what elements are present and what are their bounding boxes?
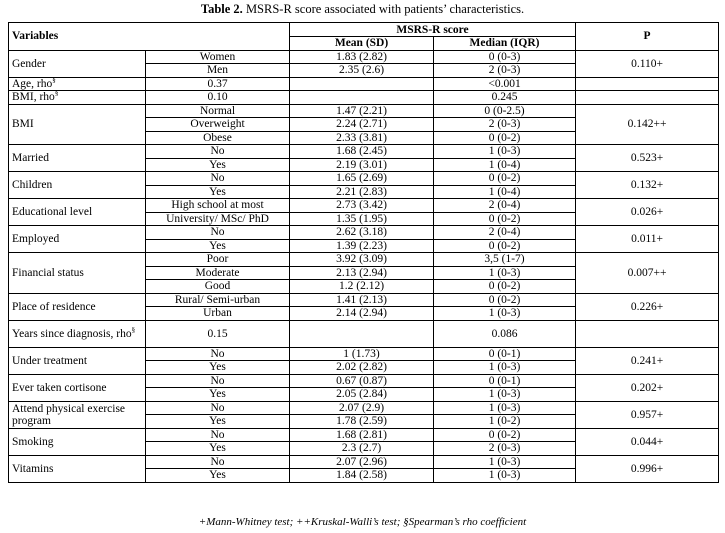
mean-cell: 1.47 (2.21) [290, 104, 434, 118]
median-cell: 1 (0-2) [434, 415, 576, 429]
table-row [9, 91, 719, 105]
median-cell: 0 (0-2) [434, 239, 576, 253]
median-cell: 0 (0-2) [434, 293, 576, 307]
pvalue-cell: <0.001 [434, 77, 576, 91]
category-cell: No [146, 455, 290, 469]
p-cell: 0.007++ [576, 253, 719, 294]
median-cell: 1 (0-3) [434, 401, 576, 415]
row-label: Children [9, 172, 146, 199]
category-cell: No [146, 374, 290, 388]
row-label: BMI [9, 104, 146, 145]
median-cell: 0 (0-2) [434, 428, 576, 442]
table-row [9, 145, 719, 159]
mean-cell: 2.73 (3.42) [290, 199, 434, 213]
median-cell: 2 (0-4) [434, 226, 576, 240]
rho-value-cell: 0.15 [146, 320, 290, 347]
category-cell: Obese [146, 131, 290, 145]
header-row-1 [9, 23, 719, 37]
row-label: Attend physical exercise program [9, 401, 146, 428]
empty-cell [576, 320, 719, 347]
header-mean: Mean (SD) [290, 37, 434, 51]
median-cell: 1 (0-4) [434, 185, 576, 199]
row-label: Ever taken cortisone [9, 374, 146, 401]
row-label-text: Years since diagnosis, rho [12, 327, 132, 340]
median-cell: 2 (0-4) [434, 199, 576, 213]
caption-text: MSRS-R score associated with patients’ characteristics. [242, 2, 525, 16]
category-cell: Men [146, 64, 290, 78]
median-cell: 0 (0-3) [434, 50, 576, 64]
mean-cell: 3.92 (3.09) [290, 253, 434, 267]
table-row [9, 50, 719, 64]
category-cell: No [146, 226, 290, 240]
mean-cell: 2.19 (3.01) [290, 158, 434, 172]
category-cell: Yes [146, 158, 290, 172]
mean-cell: 1 (1.73) [290, 347, 434, 361]
rho-value-cell: 0.10 [146, 91, 290, 105]
category-cell: Moderate [146, 266, 290, 280]
msrs-table [8, 22, 719, 483]
p-cell: 0.011+ [576, 226, 719, 253]
superscript-marker: § [131, 325, 136, 334]
median-cell: 0 (0-2) [434, 212, 576, 226]
p-cell: 0.142++ [576, 104, 719, 145]
table-row [9, 401, 719, 415]
median-cell: 1 (0-3) [434, 266, 576, 280]
mean-cell: 2.07 (2.9) [290, 401, 434, 415]
category-cell: Yes [146, 239, 290, 253]
median-cell: 1 (0-3) [434, 469, 576, 483]
category-cell: Rural/ Semi-urban [146, 293, 290, 307]
empty-cell [576, 91, 719, 105]
table-row [9, 293, 719, 307]
mean-cell: 2.33 (3.81) [290, 131, 434, 145]
category-cell: High school at most [146, 199, 290, 213]
mean-cell: 2.13 (2.94) [290, 266, 434, 280]
category-cell: Women [146, 50, 290, 64]
table-row [9, 428, 719, 442]
table-row [9, 172, 719, 186]
p-cell: 0.044+ [576, 428, 719, 455]
category-cell: Yes [146, 469, 290, 483]
superscript-marker: § [52, 77, 56, 84]
mean-cell: 2.62 (3.18) [290, 226, 434, 240]
median-cell: 2 (0-3) [434, 118, 576, 132]
category-cell: No [146, 347, 290, 361]
mean-cell: 2.35 (2.6) [290, 64, 434, 78]
superscript-marker: § [54, 90, 59, 98]
header-median: Median (IQR) [434, 37, 576, 51]
rho-value-cell: 0.37 [146, 77, 290, 91]
category-cell: Yes [146, 442, 290, 456]
median-cell: 1 (0-3) [434, 307, 576, 321]
median-cell: 2 (0-3) [434, 442, 576, 456]
mean-cell: 2.21 (2.83) [290, 185, 434, 199]
row-label: Smoking [9, 428, 146, 455]
mean-cell: 2.05 (2.84) [290, 388, 434, 402]
table-row [9, 226, 719, 240]
median-cell: 0 (0-2) [434, 172, 576, 186]
median-cell: 0 (0-1) [434, 347, 576, 361]
median-cell: 0 (0-1) [434, 374, 576, 388]
header-p: P [576, 23, 719, 51]
p-cell: 0.026+ [576, 199, 719, 226]
table-row [9, 77, 719, 91]
table-row [9, 199, 719, 213]
p-cell: 0.110+ [576, 50, 719, 77]
category-cell: Poor [146, 253, 290, 267]
p-cell: 0.132+ [576, 172, 719, 199]
median-cell: 1 (0-3) [434, 361, 576, 375]
table-caption [0, 2, 725, 17]
mean-cell: 1.68 (2.45) [290, 145, 434, 159]
p-cell: 0.241+ [576, 347, 719, 374]
table-row [9, 320, 719, 347]
category-cell: No [146, 172, 290, 186]
mean-cell: 1.68 (2.81) [290, 428, 434, 442]
mean-cell: 1.35 (1.95) [290, 212, 434, 226]
row-label-text: Age, rho [12, 77, 53, 90]
mean-cell: 1.2 (2.12) [290, 280, 434, 294]
category-cell: Yes [146, 185, 290, 199]
caption-label: Table 2. [200, 2, 243, 16]
row-label-text: BMI, rho [12, 91, 55, 104]
p-cell: 0.523+ [576, 145, 719, 172]
mean-cell: 2.3 (2.7) [290, 442, 434, 456]
p-cell: 0.202+ [576, 374, 719, 401]
mean-cell: 1.84 (2.58) [290, 469, 434, 483]
median-cell: 1 (0-3) [434, 455, 576, 469]
median-cell: 0 (0-2) [434, 131, 576, 145]
p-cell: 0.957+ [576, 401, 719, 428]
empty-cell [290, 320, 434, 347]
mean-cell: 0.67 (0.87) [290, 374, 434, 388]
category-cell: University/ MSc/ PhD [146, 212, 290, 226]
row-label [9, 77, 146, 91]
category-cell: Normal [146, 104, 290, 118]
category-cell: Good [146, 280, 290, 294]
pvalue-cell: 0.245 [434, 91, 576, 105]
header-msrs: MSRS-R score [290, 23, 576, 37]
category-cell: Urban [146, 307, 290, 321]
mean-cell: 1.65 (2.69) [290, 172, 434, 186]
median-cell: 1 (0-4) [434, 158, 576, 172]
row-label: Educational level [9, 199, 146, 226]
table-row [9, 253, 719, 267]
row-label: Employed [9, 226, 146, 253]
mean-cell: 2.02 (2.82) [290, 361, 434, 375]
p-cell: 0.226+ [576, 293, 719, 320]
table-row [9, 374, 719, 388]
row-label: Married [9, 145, 146, 172]
pvalue-cell: 0.086 [434, 320, 576, 347]
table-row [9, 104, 719, 118]
row-label: Place of residence [9, 293, 146, 320]
row-label [9, 91, 146, 105]
category-cell: Yes [146, 388, 290, 402]
mean-cell: 1.39 (2.23) [290, 239, 434, 253]
table-row [9, 347, 719, 361]
median-cell: 1 (0-3) [434, 388, 576, 402]
table-body [9, 50, 719, 482]
category-cell: Yes [146, 415, 290, 429]
mean-cell: 1.83 (2.82) [290, 50, 434, 64]
empty-cell [290, 77, 434, 91]
category-cell: No [146, 401, 290, 415]
mean-cell: 1.78 (2.59) [290, 415, 434, 429]
empty-cell [290, 91, 434, 105]
median-cell: 3,5 (1-7) [434, 253, 576, 267]
median-cell: 1 (0-3) [434, 145, 576, 159]
category-cell: No [146, 428, 290, 442]
row-label: Financial status [9, 253, 146, 294]
category-cell: No [146, 145, 290, 159]
row-label [9, 320, 146, 347]
p-cell: 0.996+ [576, 455, 719, 482]
mean-cell: 2.24 (2.71) [290, 118, 434, 132]
table-footnote: +Mann-Whitney test; ++Kruskal-Walli’s test; §Spearman’s rho coefficient [198, 516, 527, 528]
category-cell: Overweight [146, 118, 290, 132]
mean-cell: 2.14 (2.94) [290, 307, 434, 321]
mean-cell: 2.07 (2.96) [290, 455, 434, 469]
row-label: Vitamins [9, 455, 146, 482]
median-cell: 0 (0-2) [434, 280, 576, 294]
row-label: Gender [9, 50, 146, 77]
median-cell: 0 (0-2.5) [434, 104, 576, 118]
header-variables: Variables [9, 23, 290, 51]
table-row [9, 455, 719, 469]
row-label: Under treatment [9, 347, 146, 374]
mean-cell: 1.41 (2.13) [290, 293, 434, 307]
category-cell: Yes [146, 361, 290, 375]
empty-cell [576, 77, 719, 91]
median-cell: 2 (0-3) [434, 64, 576, 78]
